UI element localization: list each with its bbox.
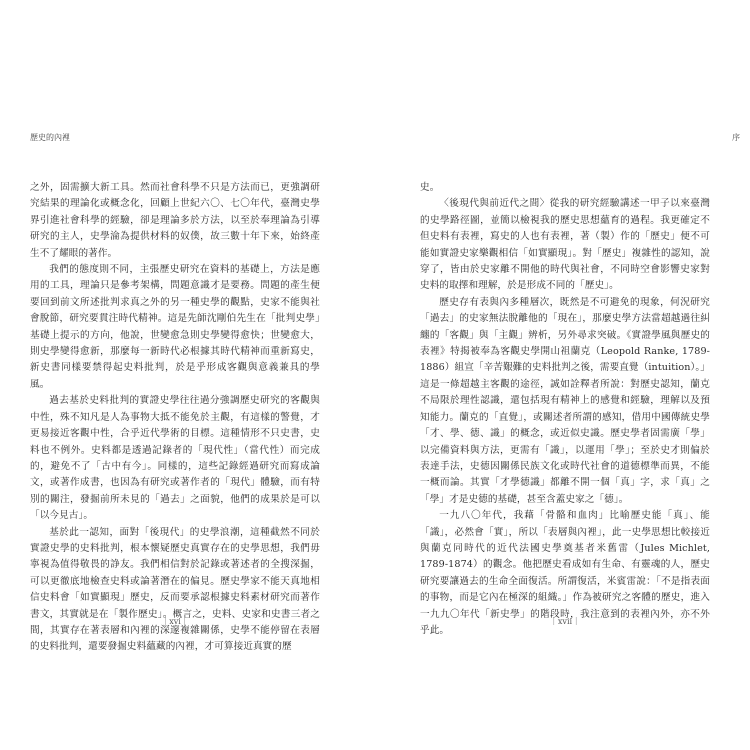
page-number-right: ｜xvii｜ (549, 617, 581, 626)
paragraph: 〈後現代與前近代之間〉從我的研究經驗講述一甲子以來臺灣的史學路徑圖，並簡以檢視我的歷史思想蘊育的過程。我更確定不但史料有表裡，寫史的人也有表裡，著（製）作的「歷史」便不可能如實證史家樂觀相信「如實顯現」。對「歷史」複雜性的認知，說穿了，皆由於史家離不開他的時代與社會，不同時空會影響史家對史料的取擇和理解，於是形成不同的「歷史」。 (420, 198, 710, 292)
paragraph: 之外，固需擴大新工具。然而社會科學不只是方法而已，更強調研究結果的理論化或概念化，回顧上世紀六〇、七〇年代，臺灣史學界引進社會科學的經驗，卻是理論多於方法，以至於奉理論為引導研究的主人，史學淪為提供材料的奴僕，故三數十年下來，始終產生不了耀眼的著作。 (30, 182, 320, 259)
paragraph: 過去基於史料批判的實證史學往往過分強調歷史研究的客觀與中性，殊不知凡是人為事物大抵不能免於主觀，有這樣的警覺，才更易接近客觀中性，合乎近代學術的目標。這種情形不只史書，史料也不例外。史料都是透過記錄者的「現代性」（當代性）而完成的，避免不了「古中有今」。同樣的，這些記錄經過研究而寫成論文，或著作成書，也因為有研究或著作者的「現代」體驗，而有特別的關注，發掘前所未見的「過去」之面貌，他們的成果於是可以「以今見古」。 (30, 395, 320, 522)
right-body-text (420, 180, 710, 639)
left-body-text (30, 180, 320, 656)
running-head-left: 歷史的內裡 (30, 133, 70, 142)
paragraph: 史。 (420, 182, 440, 193)
page-number-left: ｜xvi｜ (161, 617, 189, 626)
paragraph: 我們的態度則不同，主張歷史研究在資料的基礎上，方法是應用的工具，理論只是參考架構，問題意識才是要務。問題的產生便要回到前文所述批判求真之外的另一種史學的觀點，史家不能與社會脫節，研究要貫注時代精神。這是先師沈剛伯先生在「批判史學」基礎上提示的方向，他說，世變愈急則史學變得愈快；世變愈大，則史學變得愈新，那麼每一新時代必根據其時代精神而重新寫史，新史書同樣要禁得起史料批判，於是乎形成客觀與意義兼具的學風。 (30, 264, 320, 390)
paragraph: 歷史存有表與內多種層次，既然是不可避免的現象，何況研究「過去」的史家無法脫離他的「現在」，那麼史學方法當超越過往糾纏的「客觀」與「主觀」辨析，另外尋求突破。《實證學風與歷史的表裡》特揭被奉為客觀史學開山祖蘭克（Leopold Ranke, 1789-1886）組宣「辛苦艱難的史料批判之後，需要直覺（intuition）。」這是一條超越主客觀的途徑，誠如詮釋者所說：對歷史認知，蘭克不局限於理性認識，還包括現有精神上的感覺和經驗，理解以及預知能力。蘭克的「直覺」，或關述者所謂的感知，借用中國傳統史學「才、學、德、識」的概念，或近似史識。歷史學者固需廣「學」以完備資料與方法，更需有「識」，以運用「學」；至於史才則偏於表達手法，史德因關係民族文化或時代社會的道德標準而異，不能一概而論。其實「才學德識」都離不開一個「真」字，求「真」之「學」才是史德的基礎，甚至含蓋史家之「德」。 (420, 296, 710, 505)
paragraph: 一九八〇年代，我藉「骨骼和血肉」比喻歷史能「真」、能「識」，必然會「實」，所以「表層與內裡」，此一史學思想比較接近與蘭克同時代的近代法國史學奠基者米舊雷（Jules Michlet, 1789-1874）的觀念。他把歷史看成如有生命、有靈魂的人，歷史研究要讓過去的生命全面復活。所謂復活，米賓雷說：「不是指表面的事物，而是它內在極深的組織。」作為被研究之客體的歷史，進入一九九〇年代「新史學」的階段時，我注意到的表裡內外，亦不外乎此。 (420, 510, 710, 636)
running-head-right: 序 (732, 133, 740, 142)
paragraph: 基於此一認知，面對「後現代」的史學浪潮，這種截然不同於實證史學的史料批判，根本懷疑歷史真實存在的史學思想，我們毋寧視為值得敬畏的諍友。我們相信對於記錄或著述者的全搜深掘，可以更徹底地檢查史料或論著潛在的偏見。歷史學家不能天真地相信史料會「如實顯現」歷史，反而要承認根據史料素材研究而著作書文，其實就是在「製作歷史」。概言之，史料、史家和史書三者之間，其實存在著表層和內裡的深邃複雜關係，史學不能停留在表層的史料批判，還要發掘史料蘊藏的內裡，才可算接近真實的歷 (30, 526, 320, 653)
right-page (420, 0, 740, 750)
left-page (30, 0, 330, 750)
